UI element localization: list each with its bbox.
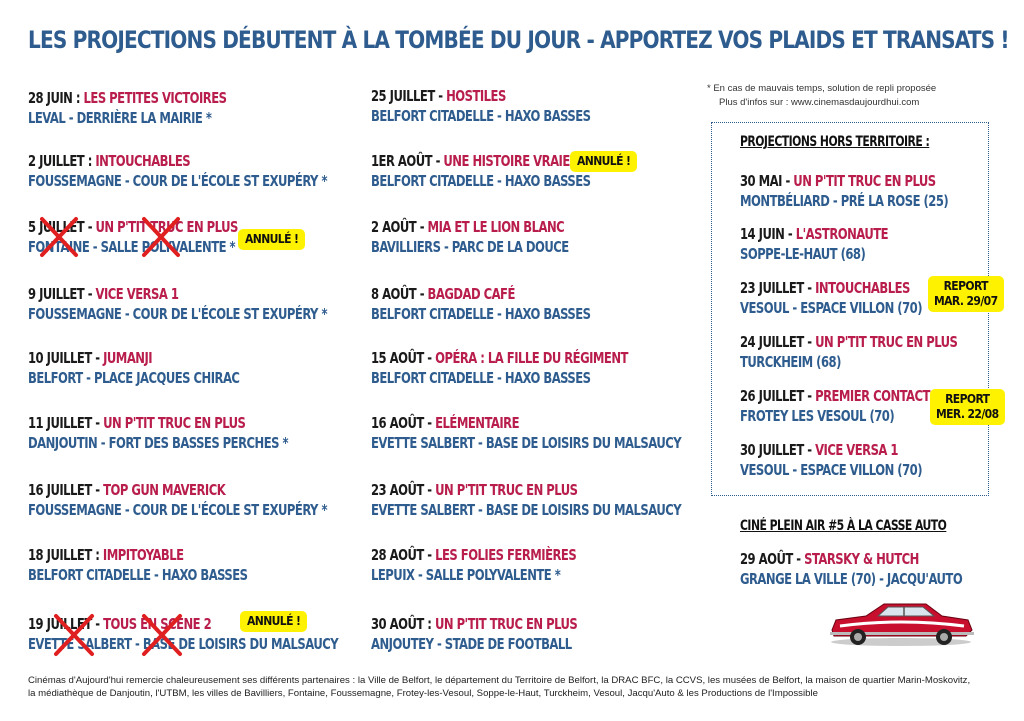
entry-film: JUMANJI (103, 349, 153, 367)
entry-place: TURCKHEIM (68) (740, 353, 841, 371)
entry-place: MONTBÉLIARD - PRÉ LA ROSE (25) (740, 192, 949, 210)
entry-film: UN P'TIT TRUC EN PLUS (793, 172, 936, 190)
entry-date: 29 AOÛT (740, 550, 793, 568)
entry-film: TOP GUN MAVERICK (103, 481, 226, 499)
weather-note (707, 82, 936, 110)
entry-sep: - (91, 349, 104, 367)
entry-date: 30 AOÛT (371, 615, 424, 633)
entry-date: 2 AOÛT (371, 218, 417, 236)
car-image (826, 596, 976, 648)
entry-film: TOUS EN SCÈNE 2 (103, 615, 212, 633)
schedule-entry-cancelled (371, 152, 711, 191)
entry-date: 24 JUILLET (740, 333, 804, 351)
entry-sep: - (803, 387, 816, 405)
report-badge (928, 276, 1004, 312)
entry-place: EVETTE SALBERT - BASE DE LOISIRS DU MALSAUCY (371, 434, 682, 452)
entry-date: 25 JUILLET (371, 87, 435, 105)
entry-film: LES PETITES VICTOIRES (83, 89, 227, 107)
entry-place: BELFORT CITADELLE - HAXO BASSES (371, 107, 591, 125)
entry-place: FROTEY LES VESOUL (70) (740, 407, 895, 425)
schedule-entry (371, 218, 711, 257)
entry-date: 23 JUILLET (740, 279, 804, 297)
report-badge (930, 389, 1005, 425)
entry-sep: - (434, 87, 447, 105)
entry-sep: - (792, 550, 805, 568)
entry-film: L'ASTRONAUTE (795, 225, 889, 243)
entry-sep: - (803, 441, 816, 459)
entry-date: 9 JUILLET (28, 285, 85, 303)
entry-date: 19 JUILLET (28, 615, 92, 633)
entry-sep: - (84, 285, 96, 303)
entry-sep: - (91, 615, 104, 633)
entry-date: 28 AOÛT (371, 546, 424, 564)
entry-place: BELFORT CITADELLE - HAXO BASSES (28, 566, 248, 584)
entry-place: VESOUL - ESPACE VILLON (70) (740, 299, 922, 317)
cross-mark-icon (52, 612, 96, 658)
cross-mark-icon (38, 215, 80, 259)
hors-entry (740, 441, 980, 480)
entry-place: LEVAL - DERRIÈRE LA MAIRIE * (28, 109, 212, 127)
entry-film: UN P'TIT TRUC EN PLUS (434, 615, 578, 633)
note-line-1: * En cas de mauvais temps, solution de repli proposée (707, 83, 937, 94)
entry-sep: - (91, 414, 104, 432)
entry-sep: - (423, 349, 436, 367)
entry-place: BELFORT CITADELLE - HAXO BASSES (371, 305, 591, 323)
entry-sep: : (91, 546, 103, 564)
entry-sep: - (423, 481, 436, 499)
report-date: MAR. 29/07 (934, 294, 998, 308)
entry-date: 28 JUIN (28, 89, 73, 107)
report-label: REPORT (943, 279, 988, 293)
entry-sep: - (91, 481, 104, 499)
footer-line-2: la médiathèque de Danjoutin, l'UTBM, les villes de Bavilliers, Fontaine, Foussemagne, Frotey-les-Vesoul, Soppe-le-Haut, Turckheim, Vesoul, Jacqu'Auto & les Productions de l'Impossible (28, 688, 818, 699)
entry-date: 15 AOÛT (371, 349, 424, 367)
entry-date: 5 JUILLET (28, 218, 85, 236)
entry-film: HOSTILES (446, 87, 506, 105)
entry-place: BELFORT CITADELLE - HAXO BASSES (371, 172, 591, 190)
casse-auto-title: CINÉ PLEIN AIR #5 À LA CASSE AUTO (740, 518, 947, 534)
entry-date: 10 JUILLET (28, 349, 92, 367)
entry-place: BAVILLIERS - PARC DE LA DOUCE (371, 238, 569, 256)
entry-sep: - (416, 285, 428, 303)
report-date: MER. 22/08 (936, 407, 999, 421)
entry-sep: - (803, 279, 816, 297)
entry-place: BELFORT - PLACE JACQUES CHIRAC (28, 369, 240, 387)
entry-date: 30 JUILLET (740, 441, 804, 459)
entry-date: 16 AOÛT (371, 414, 424, 432)
entry-date: 26 JUILLET (740, 387, 804, 405)
schedule-entry (28, 89, 368, 128)
casse-entry (740, 550, 980, 589)
schedule-entry (28, 414, 368, 453)
schedule-entry (371, 481, 711, 520)
schedule-entry (371, 615, 711, 654)
hors-territoire-title: PROJECTIONS HORS TERRITOIRE : (740, 134, 930, 150)
entry-film: IMPITOYABLE (102, 546, 184, 564)
entry-place: GRANGE LA VILLE (70) - JACQU'AUTO (740, 570, 963, 588)
entry-sep: - (416, 218, 428, 236)
entry-sep: - (84, 218, 96, 236)
entry-film: MIA ET LE LION BLANC (427, 218, 565, 236)
entry-film: UN P'TIT TRUC EN PLUS (435, 481, 578, 499)
cancelled-badge: ANNULÉ ! (240, 611, 307, 632)
entry-date: 1ER AOÛT (371, 152, 433, 170)
entry-film: VICE VERSA 1 (95, 285, 179, 303)
cancelled-badge: ANNULÉ ! (570, 151, 637, 172)
entry-place: EVETTE SALBERT - BASE DE LOISIRS DU MALSAUCY (371, 501, 682, 519)
entry-place: FOUSSEMAGNE - COUR DE L'ÉCOLE ST EXUPÉRY * (28, 172, 328, 190)
entry-sep: : (84, 152, 96, 170)
hors-entry (740, 225, 980, 264)
entry-film: INTOUCHABLES (815, 279, 910, 297)
entry-place: VESOUL - ESPACE VILLON (70) (740, 461, 922, 479)
entry-film: OPÉRA : LA FILLE DU RÉGIMENT (435, 349, 628, 367)
entry-place: ANJOUTEY - STADE DE FOOTBALL (371, 635, 572, 653)
entry-place: LEPUIX - SALLE POLYVALENTE * (371, 566, 561, 584)
entry-film: UN P'TIT TRUC EN PLUS (95, 218, 238, 236)
entry-date: 14 JUIN (740, 225, 785, 243)
entry-place: DANJOUTIN - FORT DES BASSES PERCHES * (28, 434, 289, 452)
entry-sep: - (423, 414, 436, 432)
entry-place: FONTAINE - SALLE POLYVALENTE * (28, 238, 236, 256)
entry-date: 30 MAI (740, 172, 782, 190)
schedule-entry (371, 349, 711, 388)
entry-place: FOUSSEMAGNE - COUR DE L'ÉCOLE ST EXUPÉRY * (28, 305, 328, 323)
entry-sep: : (423, 615, 435, 633)
entry-film: PREMIER CONTACT (815, 387, 930, 405)
entry-film: ELÉMENTAIRE (435, 414, 519, 432)
cross-mark-icon (140, 215, 182, 259)
schedule-entry (371, 546, 711, 585)
partners-footer (28, 674, 1008, 700)
entry-place: FOUSSEMAGNE - COUR DE L'ÉCOLE ST EXUPÉRY * (28, 501, 328, 519)
entry-film: UN P'TIT TRUC EN PLUS (103, 414, 246, 432)
entry-film: BAGDAD CAFÉ (427, 285, 515, 303)
entry-film: UN P'TIT TRUC EN PLUS (815, 333, 958, 351)
note-line-2: Plus d'infos sur : www.cinemasdaujourdhui.com (719, 97, 920, 108)
hors-entry (740, 333, 980, 372)
entry-sep: - (432, 152, 444, 170)
entry-film: VICE VERSA 1 (815, 441, 898, 459)
entry-sep: - (781, 172, 794, 190)
hors-entry (740, 172, 980, 211)
entry-date: 8 AOÛT (371, 285, 417, 303)
cross-mark-icon (140, 612, 184, 658)
entry-date: 23 AOÛT (371, 481, 424, 499)
schedule-entry (371, 285, 711, 324)
cancelled-badge: ANNULÉ ! (238, 229, 305, 250)
entry-date: 11 JUILLET (28, 414, 92, 432)
schedule-entry (28, 285, 368, 324)
entry-sep: - (784, 225, 796, 243)
entry-sep: : (72, 89, 84, 107)
entry-film: LES FOLIES FERMIÈRES (435, 546, 577, 564)
schedule-entry (28, 152, 368, 191)
schedule-entry (28, 481, 368, 520)
entry-sep: - (423, 546, 436, 564)
page-title: LES PROJECTIONS DÉBUTENT À LA TOMBÉE DU JOUR - APPORTEZ VOS PLAIDS ET TRANSATS ! (28, 26, 1009, 54)
report-label: REPORT (945, 392, 990, 406)
schedule-entry (371, 414, 711, 453)
entry-date: 16 JUILLET (28, 481, 92, 499)
entry-place: EVETTE SALBERT - BASE DE LOISIRS DU MALSAUCY (28, 635, 339, 653)
footer-line-1: Cinémas d'Aujourd'hui remercie chaleureusement ses différents partenaires : la Ville de Belfort, le département du Territoire de Belfort, la DRAC BFC, la CCVS, les musées de Belfort, la maison de quartier Marin-Moskovitz, (28, 675, 971, 686)
entry-film: STARSKY & HUTCH (804, 550, 919, 568)
schedule-entry (28, 546, 368, 585)
entry-film: UNE HISTOIRE VRAIE (443, 152, 570, 170)
entry-sep: - (803, 333, 816, 351)
entry-place: SOPPE-LE-HAUT (68) (740, 245, 866, 263)
entry-place: BELFORT CITADELLE - HAXO BASSES (371, 369, 591, 387)
entry-film: INTOUCHABLES (95, 152, 191, 170)
entry-date: 2 JUILLET (28, 152, 85, 170)
entry-date: 18 JUILLET (28, 546, 92, 564)
schedule-entry (28, 349, 368, 388)
schedule-entry (371, 87, 711, 126)
